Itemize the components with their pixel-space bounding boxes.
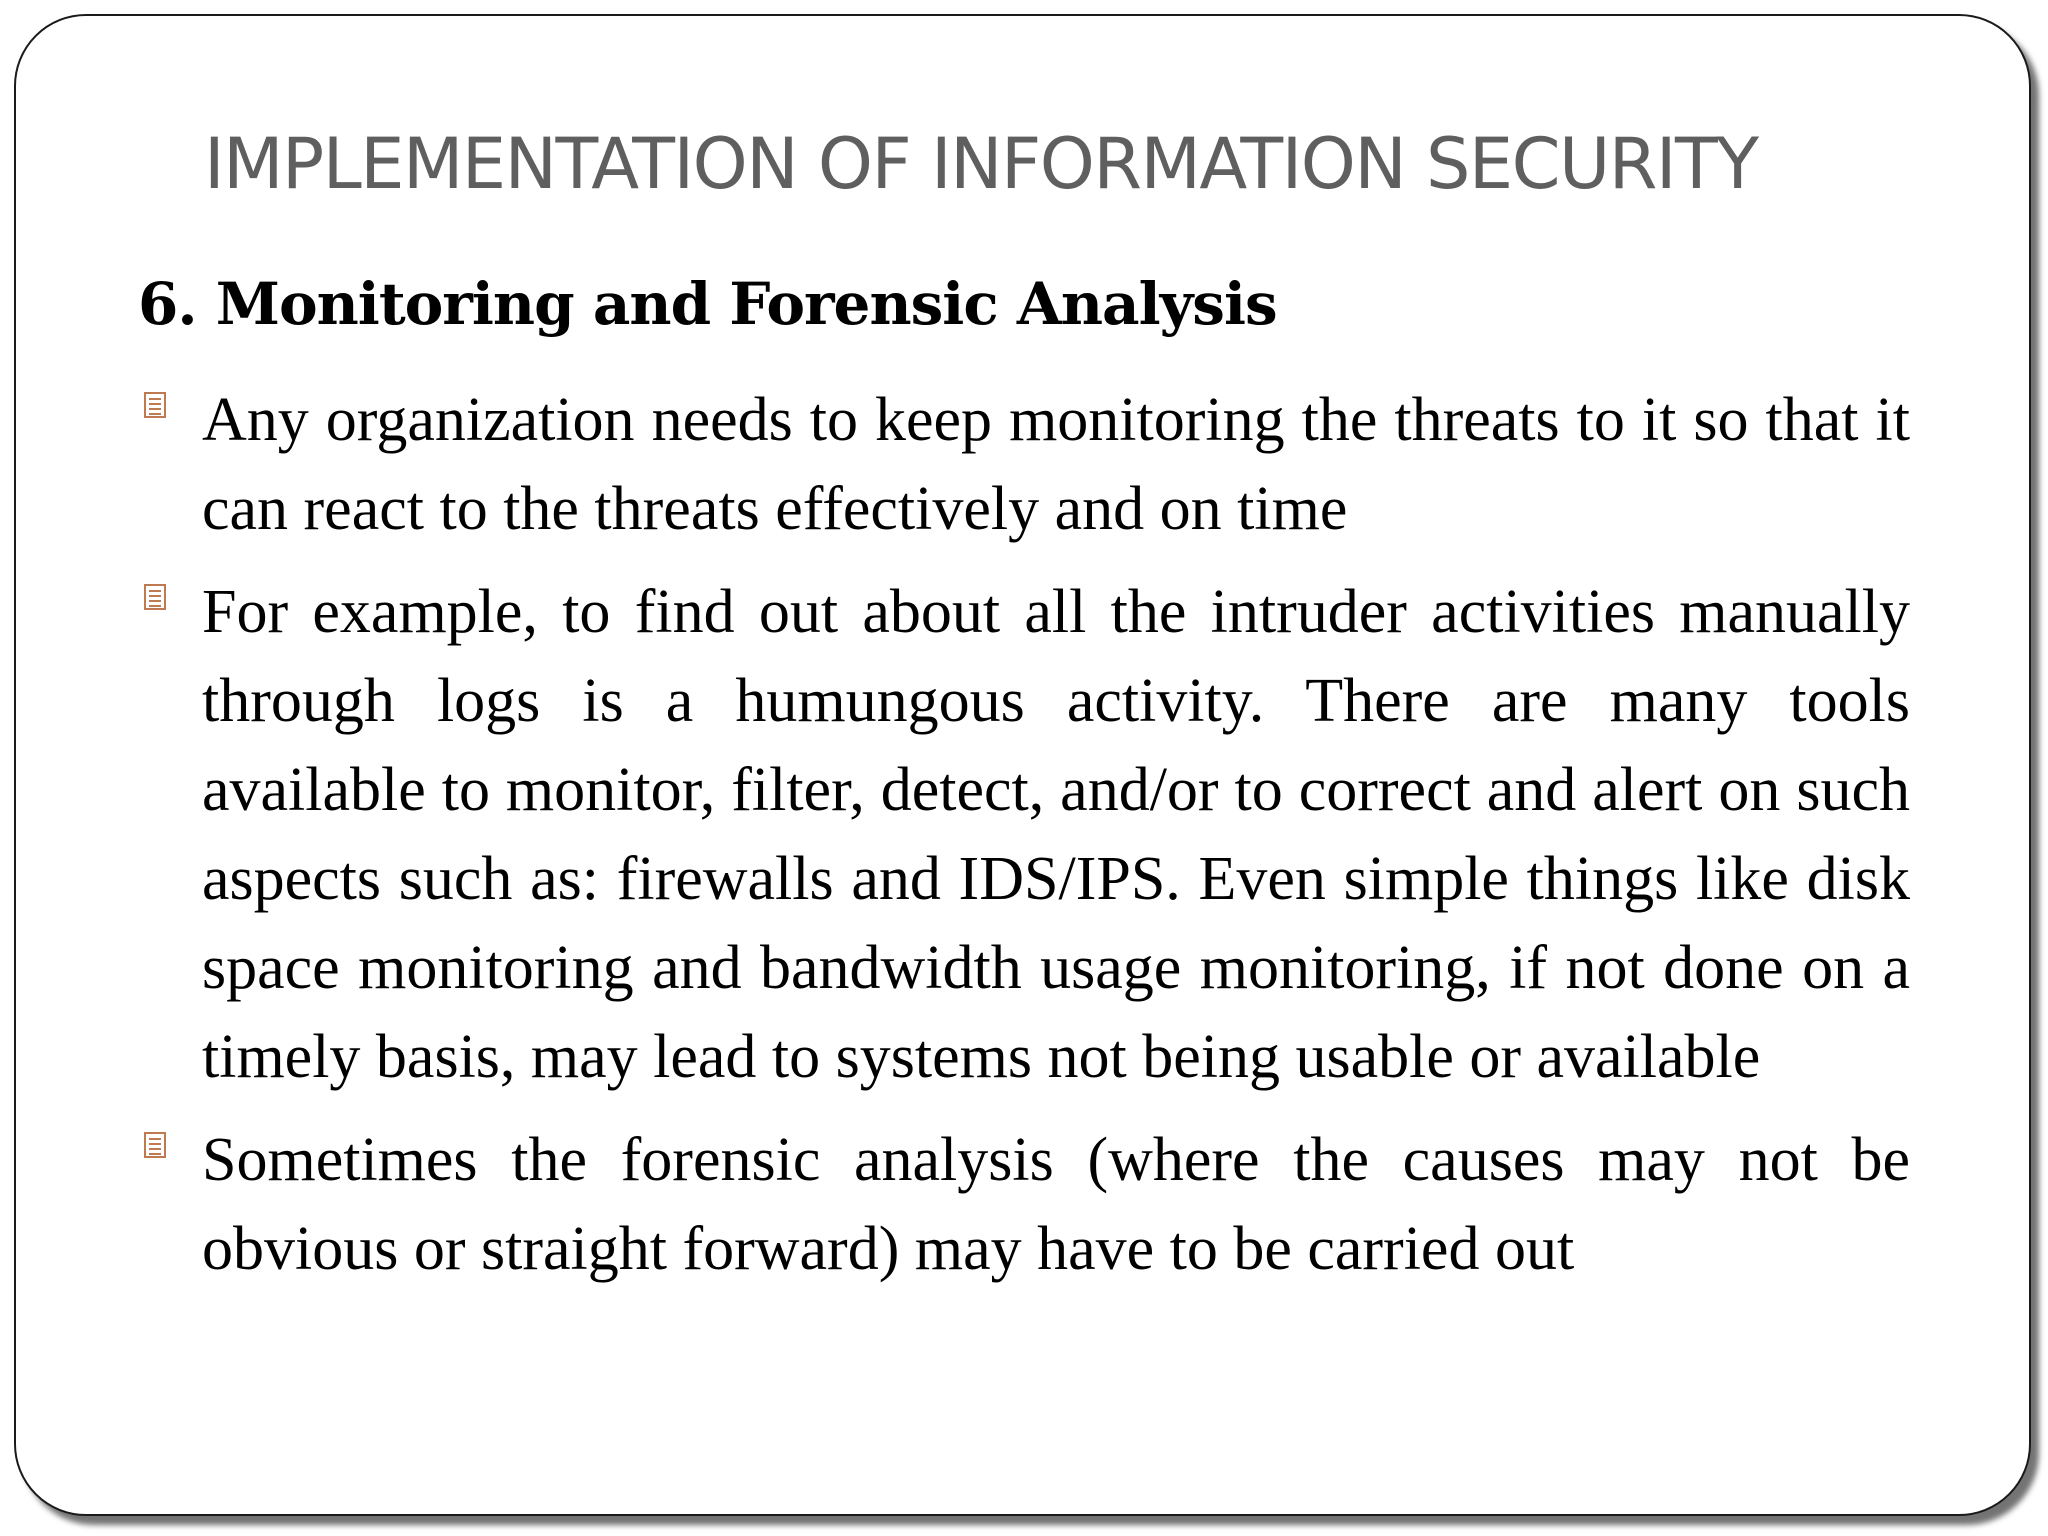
slide-frame (14, 14, 2031, 1516)
list-document-icon (144, 392, 166, 418)
bullet-item (140, 1116, 1910, 1294)
bullet-text: Sometimes the forensic analysis (where the causes may not be obvious or straight forward) may have to be carried out (202, 1126, 1910, 1283)
bullet-list (140, 376, 1910, 1308)
slide-title: IMPLEMENTATION OF INFORMATION SECURITY (204, 123, 1758, 205)
bullet-text: For example, to find out about all the intruder activities manually through logs is a humungous activity. There are many tools available to monitor, filter, detect, and/or to correct and alert on such aspects such as: firewalls and IDS/IPS. Even simple things like disk space monitoring and bandwidth usage monitoring, if not done on a timely basis, may lead to systems not being usable or available (202, 578, 1910, 1091)
bullet-text: Any organization needs to keep monitoring the threats to it so that it can react to the threats effectively and on time (202, 386, 1910, 543)
section-heading: 6. Monitoring and Forensic Analysis (138, 270, 1277, 338)
list-document-icon (144, 1132, 166, 1158)
bullet-item (140, 376, 1910, 554)
list-document-icon (144, 584, 166, 610)
bullet-item (140, 568, 1910, 1102)
